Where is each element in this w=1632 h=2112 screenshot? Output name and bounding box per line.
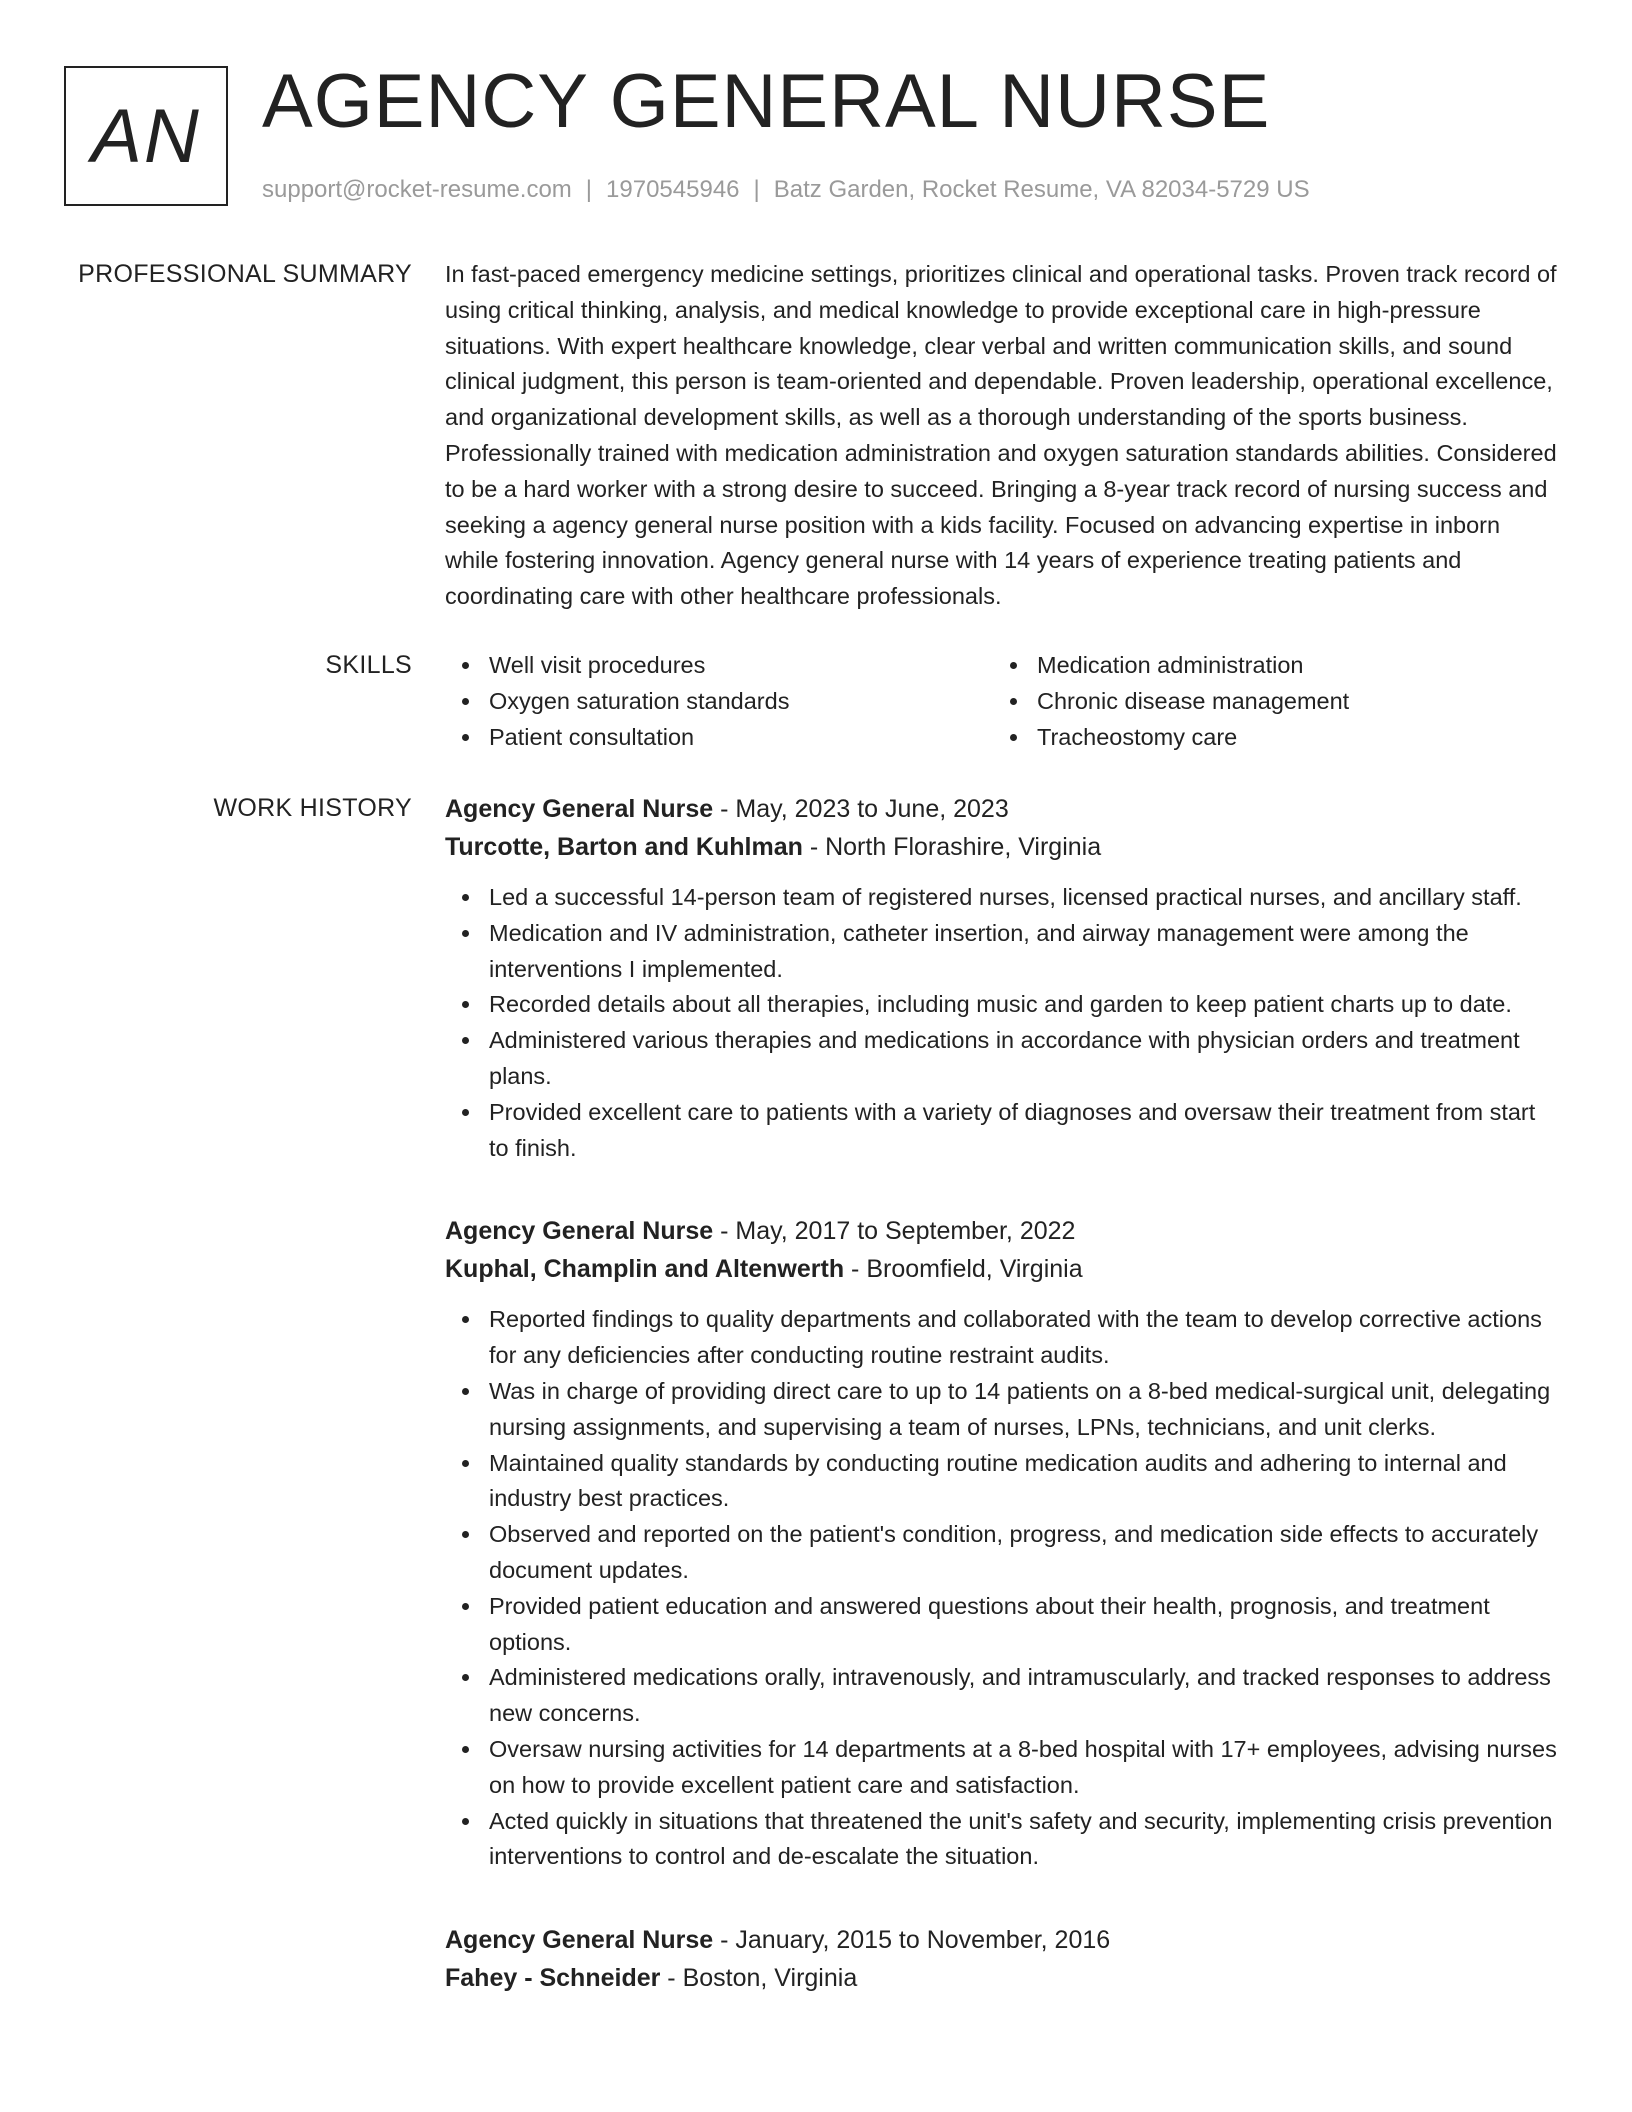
job-title-line: Agency General Nurse - May, 2023 to June, 2023: [445, 795, 1009, 823]
job-company: Kuphal, Champlin and Altenwerth: [445, 1255, 845, 1284]
skill-item: Well visit procedures: [445, 648, 993, 684]
job-duty: Administered various therapies and medications in accordance with physician orders and treatment plans.: [445, 1023, 1560, 1095]
job-duty: Observed and reported on the patient's condition, progress, and medication side effects to accurately document updates.: [445, 1517, 1560, 1589]
job-duty: Oversaw nursing activities for 14 departments at a 8-bed hospital with 17+ employees, advising nurses on how to provide excellent patient care and satisfaction.: [445, 1732, 1560, 1804]
job-title-line: Agency General Nurse - January, 2015 to November, 2016: [445, 1926, 1111, 1955]
job-title: Agency General Nurse: [445, 795, 714, 823]
job-entry: [445, 1212, 1560, 1875]
job-title: Agency General Nurse: [445, 1926, 714, 1955]
contact-separator: |: [585, 176, 593, 203]
job-location: Boston, Virginia: [682, 1964, 858, 1993]
candidate-name: AGENCY GENERAL NURSE: [262, 59, 1271, 144]
job-location: Broomfield, Virginia: [866, 1255, 1083, 1284]
job-dates: May, 2017 to September, 2022: [735, 1217, 1076, 1246]
job-duty: Was in charge of providing direct care to up to 14 patients on a 8-bed medical-surgical unit, delegating nursing assignments, and supervising a team of nurses, LPNs, technicians, and unit clerks.: [445, 1374, 1560, 1446]
job-duty: Provided patient education and answered questions about their health, prognosis, and treatment options.: [445, 1589, 1560, 1661]
contact-address: Batz Garden, Rocket Resume, VA 82034-5729 US: [773, 176, 1310, 203]
contact-phone: 1970545946: [606, 176, 740, 203]
job-duty: Acted quickly in situations that threatened the unit's safety and security, implementing crisis prevention interventions to control and de-escalate the situation.: [445, 1804, 1560, 1876]
initials-monogram: [64, 66, 228, 206]
contact-separator: |: [753, 176, 760, 203]
skill-item: Oxygen saturation standards: [445, 684, 993, 720]
work-history-heading: WORK HISTORY: [213, 794, 412, 822]
job-duties-list: [445, 1302, 1560, 1875]
job-duty: Provided excellent care to patients with a variety of diagnoses and oversaw their treatment from start to finish.: [445, 1095, 1560, 1167]
skills-list-left: [445, 648, 993, 755]
job-duty: Recorded details about all therapies, including music and garden to keep patient charts up to date.: [445, 987, 1560, 1023]
contact-line: [262, 174, 1310, 206]
job-dates: May, 2023 to June, 2023: [735, 795, 1009, 823]
skill-item: Medication administration: [993, 648, 1541, 684]
job-duties-list: [445, 880, 1560, 1166]
job-location: North Florashire, Virginia: [825, 833, 1102, 861]
job-title: Agency General Nurse: [445, 1217, 714, 1246]
job-duty: Administered medications orally, intravenously, and intramuscularly, and tracked responses to address new concerns.: [445, 1660, 1560, 1732]
job-duty: Reported findings to quality departments and collaborated with the team to develop corrective actions for any deficiencies after conducting routine restraint audits.: [445, 1302, 1560, 1374]
job-duty: Medication and IV administration, catheter insertion, and airway management were among the interventions I implemented.: [445, 916, 1560, 988]
contact-email: support@rocket-resume.com: [262, 176, 572, 203]
initials-text: AN: [91, 93, 201, 179]
job-company-line: Kuphal, Champlin and Altenwerth - Broomfield, Virginia: [445, 1255, 1083, 1284]
job-company: Fahey - Schneider: [445, 1964, 661, 1993]
skill-item: Tracheostomy care: [993, 720, 1541, 756]
skills-heading: SKILLS: [325, 651, 412, 679]
job-duty: Led a successful 14-person team of registered nurses, licensed practical nurses, and ancillary staff.: [445, 880, 1560, 916]
job-company-line: Turcotte, Barton and Kuhlman - North Florashire, Virginia: [445, 833, 1102, 861]
job-dates: January, 2015 to November, 2016: [735, 1926, 1111, 1955]
job-company-line: Fahey - Schneider - Boston, Virginia: [445, 1964, 858, 1993]
summary-text: In fast-paced emergency medicine settings, prioritizes clinical and operational tasks. Proven track record of using critical thinking, analysis, and medical knowledge to provide exceptional care in high-pressure situations. With expert healthcare knowledge, clear verbal and written communication skills, and sound clinical judgment, this person is team-oriented and dependable. Proven leadership, operational excellence, and organizational development skills, as well as a thorough understanding of the sports business. Professionally trained with medication administration and oxygen saturation standards abilities. Considered to be a hard worker with a strong desire to succeed. Bringing a 8-year track record of nursing success and seeking a agency general nurse position with a kids facility. Focused on advancing expertise in inborn while fostering innovation. Agency general nurse with 14 years of experience treating patients and coordinating care with other healthcare professionals.: [445, 261, 1557, 610]
job-entry: [445, 1921, 1560, 1997]
skill-item: Patient consultation: [445, 720, 993, 756]
skills-list-right: [993, 648, 1541, 755]
skill-item: Chronic disease management: [993, 684, 1541, 720]
job-duty: Maintained quality standards by conducting routine medication audits and adhering to internal and industry best practices.: [445, 1446, 1560, 1518]
job-company: Turcotte, Barton and Kuhlman: [445, 833, 803, 861]
job-entry: [445, 790, 1560, 1166]
job-title-line: Agency General Nurse - May, 2017 to September, 2022: [445, 1217, 1076, 1246]
summary-heading: PROFESSIONAL SUMMARY: [78, 260, 412, 288]
